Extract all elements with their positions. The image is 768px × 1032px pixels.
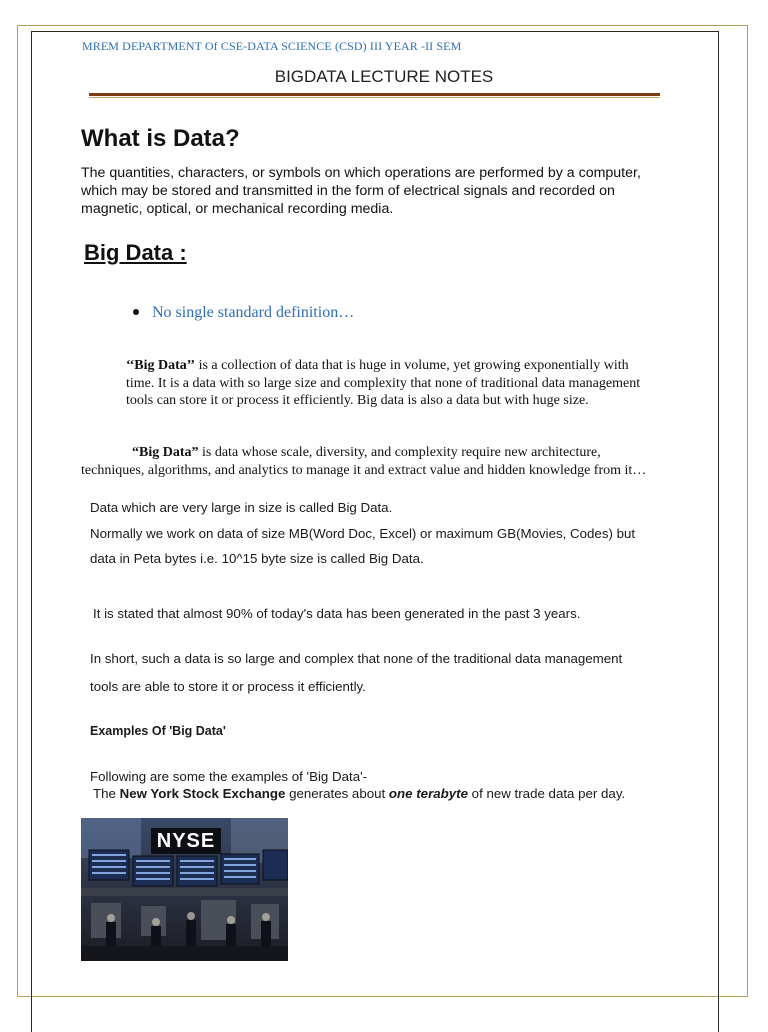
examples-heading: Examples Of 'Big Data' <box>90 724 226 738</box>
example-text: generates about <box>285 786 389 801</box>
definition-term: “Big Data” <box>132 445 199 460</box>
example-bold: New York Stock Exchange <box>119 786 286 801</box>
document-title: BIGDATA LECTURE NOTES <box>274 67 494 86</box>
section-heading-what-is-data: What is Data? <box>81 125 240 152</box>
definition-term: ‘‘Big Data’’ <box>126 358 196 373</box>
body-line: tools are able to store it or process it efficiently. <box>90 679 366 694</box>
body-line: Data which are very large in size is called Big Data. <box>90 500 393 515</box>
body-line: Normally we work on data of size MB(Word Doc, Excel) or maximum GB(Movies, Codes) but <box>90 526 636 541</box>
department-header: MREM DEPARTMENT Of CSE-DATA SCIENCE (CSD) III YEAR -II SEM <box>82 39 462 53</box>
bullet-dot-icon <box>133 309 139 315</box>
body-line: data in Peta bytes i.e. 10^15 byte size is called Big Data. <box>90 551 424 566</box>
body-line: It is stated that almost 90% of today's data has been generated in the past 3 years. <box>93 606 581 621</box>
examples-intro: Following are some the examples of 'Big Data'- <box>90 769 368 784</box>
section-heading-big-data: Big Data : <box>84 240 187 265</box>
bullet-text: No single standard definition… <box>152 304 355 321</box>
bullet-item <box>133 304 354 322</box>
header-rule <box>89 93 660 96</box>
definition-text: is a collection of data that is huge in volume, yet growing exponentially with time. It is a data with so large size and complexity that none of traditional data management tools can store it or process it efficiently. Big data is also a data but with huge size. <box>126 358 641 408</box>
example-text: of new trade data per day. <box>467 786 626 801</box>
header-rule-thin <box>89 97 660 98</box>
big-data-definition-1 <box>126 357 646 410</box>
data-definition-paragraph: The quantities, characters, or symbols on which operations are performed by a computer, which may be stored and transmitted in the form of electrical signals and recorded on magnetic, optical, or mechanical recording media. <box>81 165 641 217</box>
nyse-trading-floor-photo <box>81 818 288 961</box>
body-line: In short, such a data is so large and complex that none of the traditional data management <box>90 651 623 666</box>
example-nyse <box>93 786 625 801</box>
definition-text: is data whose scale, diversity, and complexity require new architecture, techniques, algorithms, and analytics to manage it and extract value and hidden knowledge from it… <box>81 445 647 478</box>
example-text: The <box>93 786 120 801</box>
example-bold-italic: one terabyte <box>388 786 468 801</box>
nyse-sign: NYSE <box>151 828 221 854</box>
big-data-definition-2 <box>81 444 666 479</box>
